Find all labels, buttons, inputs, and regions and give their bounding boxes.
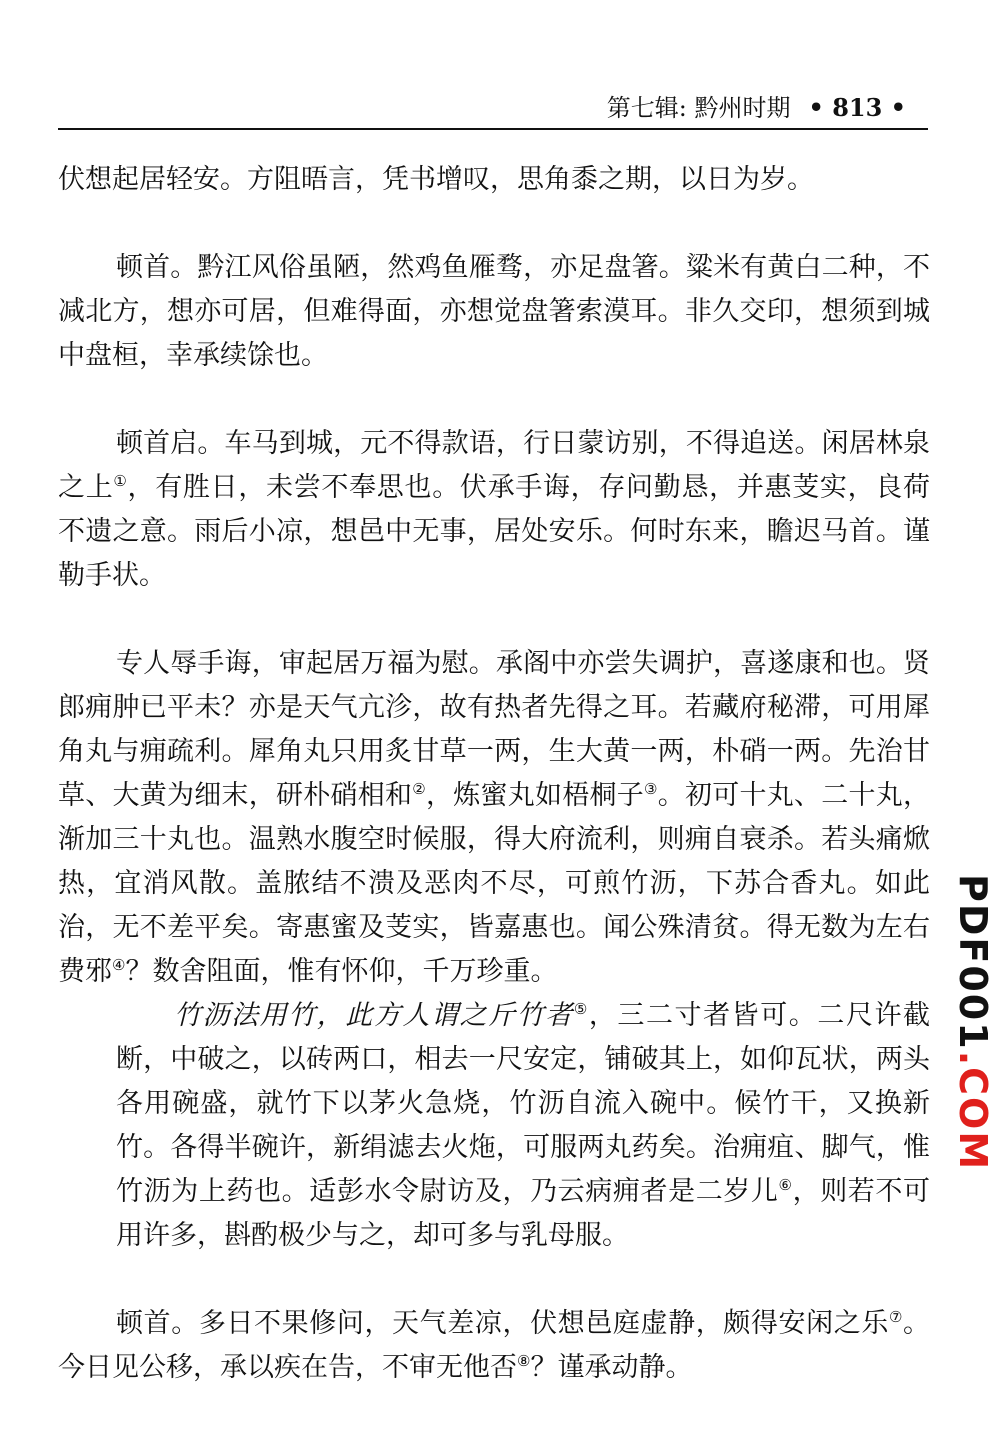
paragraph-2: 顿首。黔江风俗虽陋，然鸡鱼雁骛，亦足盘箸。粱米有黄白二种，不减北方，想亦可居，但难得面，亦想觉盘箸索漠耳。非久交印，想须到城中盘桓，幸承续馀也。 <box>58 252 930 371</box>
header-text <box>607 88 906 123</box>
footnote-ref[interactable]: ⑤ <box>573 1000 589 1018</box>
running-header <box>58 84 928 130</box>
body-text <box>58 158 930 1390</box>
paragraph-6: 顿首。多日不果修问，天气差凉，伏想邑庭虚静，颇得安闲之乐⑦。今日见公移，承以疾在告，不审无他否⑧？谨承动静。 <box>58 1308 931 1383</box>
footnote-ref[interactable]: ④ <box>112 956 126 974</box>
page-number: • 813 • <box>808 93 906 122</box>
footnote-ref[interactable]: ② <box>412 780 426 798</box>
footnote-ref[interactable]: ⑧ <box>517 1352 531 1370</box>
watermark: PDF001.COM <box>951 874 995 1172</box>
section-title: 第七辑: 黔州时期 <box>606 94 791 122</box>
footnote-ref[interactable]: ③ <box>644 780 658 798</box>
footnote-ref[interactable]: ⑥ <box>778 1176 793 1194</box>
paragraph-4: 专人辱手诲，审起居万福为慰。承阁中亦尝失调护，喜遂康和也。贤郎痈肿已平未？亦是天气亢沴，故有热者先得之耳。若藏府秘滞，可用犀角丸与痈疏利。犀角丸只用炙甘草一两，生大黄一两，朴硝一两。先治甘草、大黄为细末，研朴硝相和②，炼蜜丸如梧桐子③。初可十丸、二十丸，渐加三十丸也。温熟水腹空时候服，得大府流利，则痈自衰杀。若头痛焮热，宜消风散。盖脓结不溃及恶肉不尽，可煎竹沥，下苏合香丸。如此治，无不差平矣。寄惠蜜及芰实，皆嘉惠也。闻公殊清贫。得无数为左右费邪④？数舍阻面，惟有怀仰，千万珍重。 <box>58 648 931 987</box>
footnote-ref[interactable]: ⑦ <box>888 1308 904 1326</box>
paragraph-1: 伏想起居轻安。方阻晤言，凭书增叹，思角黍之期，以日为岁。 <box>58 164 814 195</box>
paragraph-3: 顿首启。车马到城，元不得款语，行日蒙访别，不得追送。闲居林泉之上①，有胜日，未尝不奉思也。伏承手诲，存问勤恳，并惠芰实，良荷不遗之意。雨后小凉，想邑中无事，居处安乐。何时东来，瞻迟马首。谨勒手状。 <box>58 428 931 591</box>
annotation-block: 竹沥法用竹，此方人谓之斤竹者⑤，三二寸者皆可。二尺许截断，中破之，以砖两口，相去一尺安定，铺破其上，如仰瓦状，两头各用碗盛，就竹下以茅火急烧，竹沥自流入碗中。候竹干，又换新竹。各得半碗许，新绢滤去火炧，可服两丸药矣。治痈疽、脚气，惟竹沥为上药也。适彭水令尉访及，乃云病痈者是二岁儿⑥，则若不可用许多，斟酌极少与之，却可多与乳母服。 <box>116 1000 931 1251</box>
footnote-ref[interactable]: ① <box>113 472 128 490</box>
